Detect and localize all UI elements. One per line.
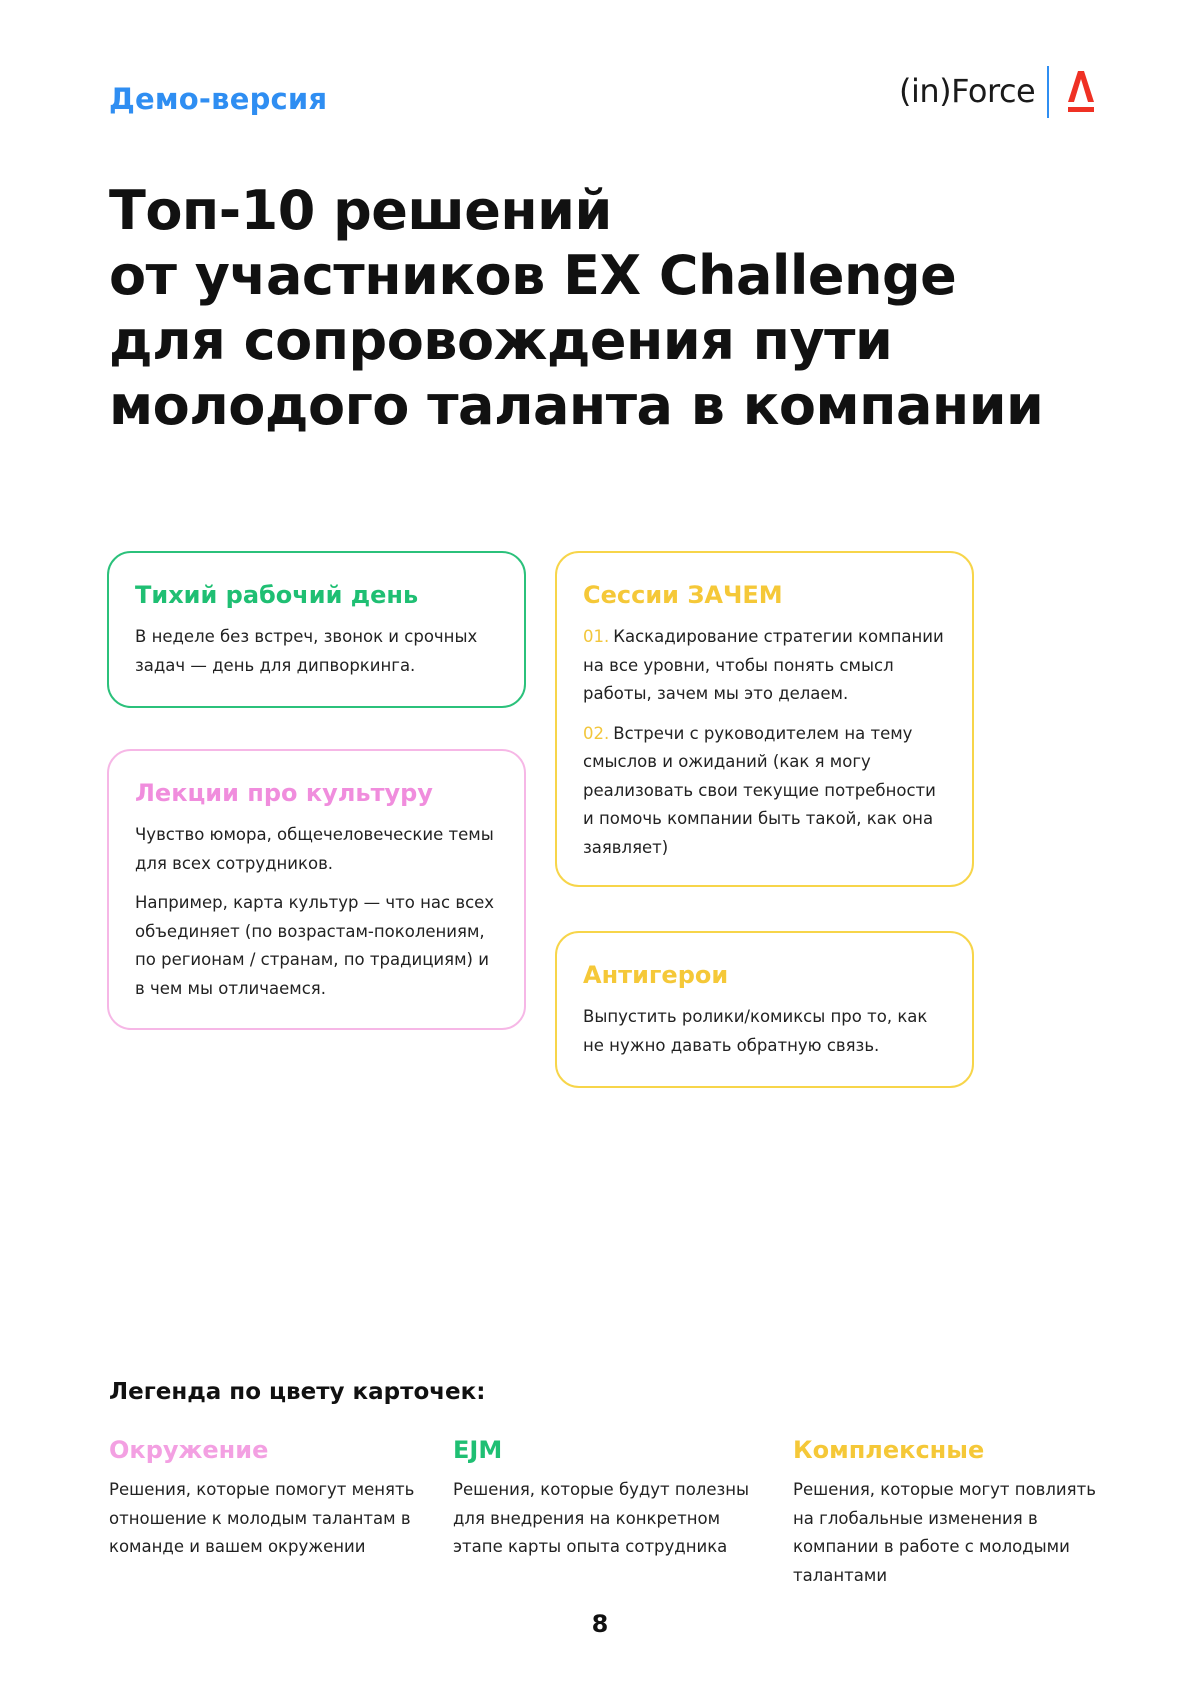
card-list-item (583, 623, 946, 709)
card-why-sessions (555, 551, 974, 887)
card-list-item (583, 720, 946, 863)
card-antiheroes (555, 931, 974, 1088)
legend-item-environment (109, 1436, 429, 1562)
brand-divider (1047, 66, 1049, 118)
legend-title: Окружение (109, 1436, 269, 1464)
item-text: Встречи с руководителем на тему смыслов и ожиданий (как я могу реализовать свои текущие потребности и помочь компании быть такой, как она заявляет) (583, 723, 936, 857)
card-text-example: Например, карта культур — что нас всех объединяет (по возрастам-поколениям, по регионам / странам, по традициям) и в чем мы отличаемся. (135, 893, 495, 998)
legend-description: Решения, которые помогут менять отношение к молодым талантам в команде и вашем окружении (109, 1480, 415, 1556)
card-title: Лекции про культуру (135, 779, 433, 807)
page-number: 8 (591, 1610, 609, 1638)
page-title: Топ-10 решений от участников EX Challenge для сопровождения пути молодого таланта в компании (109, 179, 1044, 437)
card-title: Сессии ЗАЧЕМ (583, 581, 783, 609)
brand-logos (899, 66, 1099, 118)
legend-heading: Легенда по цвету карточек: (109, 1379, 486, 1405)
legend-title: Комплексные (793, 1436, 985, 1464)
legend-description: Решения, которые могут повлиять на глобальные изменения в компании в работе с молодыми талантами (793, 1480, 1096, 1585)
card-title: Антигерои (583, 961, 729, 989)
alfa-bank-logo-icon (1065, 68, 1097, 114)
inforce-logo: (in)Force (899, 72, 1036, 110)
item-number: 02. (583, 723, 610, 743)
item-number: 01. (583, 627, 610, 646)
legend-item-complex (793, 1436, 1103, 1590)
demo-version-label: Демо-версия (109, 82, 328, 116)
card-title: Тихий рабочий день (135, 581, 419, 609)
card-text: В неделе без встреч, звонок и срочных задач — день для дипворкинга. (135, 627, 478, 675)
card-quiet-work-day (107, 551, 526, 708)
legend-description: Решения, которые будут полезны для внедрения на конкретном этапе карты опыта сотрудника (453, 1480, 750, 1556)
card-text: Чувство юмора, общечеловеческие темы для всех сотрудников. (135, 825, 494, 873)
legend-item-ejm (453, 1436, 773, 1562)
card-text: Выпустить ролики/комиксы про то, как не нужно давать обратную связь. (583, 1007, 928, 1055)
item-text: Каскадирование стратегии компании на все уровни, чтобы понять смысл работы, зачем мы это делаем. (583, 627, 944, 703)
legend-title: EJM (453, 1436, 503, 1464)
card-culture-lectures (107, 749, 526, 1030)
